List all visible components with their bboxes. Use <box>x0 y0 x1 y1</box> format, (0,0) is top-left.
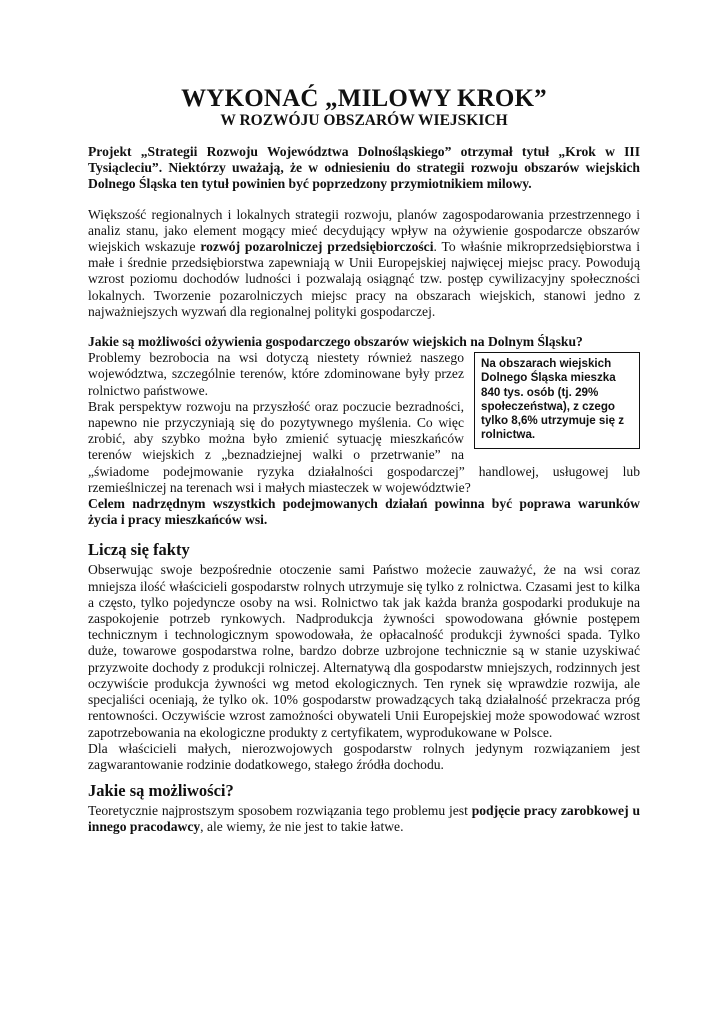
possibilities-paragraph <box>88 803 640 835</box>
intro-paragraph <box>88 207 640 320</box>
section-heading-facts: Liczą się fakty <box>88 540 190 560</box>
problem-paragraph-1: Problemy bezrobocia na wsi dotyczą niestety również naszego województwa, szczególnie terenów, które zdominowane były przez rolnictwo państwowe. <box>88 350 464 398</box>
document-subtitle: W ROZWÓJU OBSZARÓW WIEJSKICH <box>220 112 508 129</box>
intro-text-after: . To właśnie mikroprzedsiębiorstwa i małe i średnie przedsiębiorstwa zapewniają w Unii Europejskiej najwięcej miejsc pracy. Powodują wzrost poziomu dochodów ludności i pozwalają osiągnąć tzw. postęp cywilizacyjny społeczności lokalnych. Tworzenie pozarolniczych miejsc pracy na obszarach wiejskich, stanowi jedno z najważniejszych wyzwań dla regionalnej polityki gospodarczej. <box>88 239 640 319</box>
problem-paragraph-2: Brak perspektyw rozwoju na przyszłość oraz poczucie bezradności, napewno nie przyczyniają się do pozytywnego myślenia. Co więc zrobić, aby szybko można było zmienić sytuację mieszkańców terenów wiejskich z „beznadziejnej walki o przetrwanie” na „świadome podejmowanie ryzyka działalności gospodarczej” handlowej, usługowej lub rzemieślniczej na terenach wsi i małych miasteczek w województwie? <box>88 398 640 495</box>
possibilities-text-before: Teoretycznie najprostszym sposobem rozwiązania tego problemu jest <box>88 803 472 819</box>
intro-bold-phrase: rozwój pozarolniczej przedsiębiorczości <box>200 239 434 255</box>
document-page <box>88 86 640 836</box>
lead-paragraph: Projekt „Strategii Rozwoju Województwa Dolnośląskiego” otrzymał tytuł „Krok w III Tysiącleciu”. Niektórzy uważają, że w odniesieniu do strategii rozwoju obszarów wiejskich Dolnego Śląska ten tytuł powinien być poprzedzony przymiotnikiem milowy. <box>88 144 640 192</box>
info-box: Na obszarach wiejskich Dolnego Śląska mieszka 840 tys. osób (tj. 29% społeczeństwa), z czego tylko 8,6% utrzymuje się z rolnictwa. <box>474 352 640 449</box>
facts-paragraph-2: Dla właścicieli małych, nierozwojowych gospodarstw rolnych jedynym rozwiązaniem jest zagwarantowanie rodzinie dodatkowego, stałego źródła dochodu. <box>88 740 640 772</box>
possibilities-text-after: , ale wiemy, że nie jest to takie łatwe. <box>200 819 404 835</box>
question-heading: Jakie są możliwości ożywienia gospodarczego obszarów wiejskich na Dolnym Śląsku? <box>88 334 583 350</box>
intro-text-before: Większość regionalnych i lokalnych strategii rozwoju, planów zagospodarowania przestrzennego i analiz stanu, jako element mogący mieć decydujący wpływ na ożywienie gospodarcze obszarów wiejskich wskazuje <box>88 206 640 255</box>
document-title: WYKONAĆ „MILOWY KROK” <box>181 85 547 112</box>
section-heading-possibilities: Jakie są możliwości? <box>88 781 234 801</box>
problem-section <box>88 350 640 496</box>
conclusion-paragraph: Celem nadrzędnym wszystkich podejmowanych działań powinna być poprawa warunków życia i pracy mieszkańców wsi. <box>88 496 640 528</box>
possibilities-bold-phrase: podjęcie pracy zarobkowej u innego pracodawcy <box>88 803 641 835</box>
facts-paragraph-1: Obserwując swoje bezpośrednie otoczenie sami Państwo możecie zauważyć, że na wsi coraz mniejsza ilość właścicieli gospodarstw rolnych utrzymuje się tylko z rolnictwa. Czasami jest to kilka a często, tylko pojedyncze osoby na wsi. Rolnictwo tak jak każda branża gospodarki produkuje na zaspokojenie potrzeb rynkowych. Nadprodukcja żywności spowodowana głównie postępem technicznym i technologicznym spowodowała, że opłacalność produkcji żywności spada. Tylko duże, towarowe gospodarstwa rolne, bardzo dobrze uzbrojone technicznie są w stanie uzyskiwać przyzwoite dochody z produkcji rolniczej. Alternatywą dla gospodarstw mniejszych, rodzinnych jest oczywiście produkcja żywności wg metod ekologicznych. Ten rynek się wprawdzie rozwija, ale specjaliści oceniają, że tylko ok. 10% gospodarstw prowadzących taką działalność przekracza próg rentowności. Oczywiście wzrost zamożności obywateli Unii Europejskiej może spowodować wzrost zapotrzebowania na ekologiczne produkty z certyfikatem, wyprodukowane w Polsce. <box>88 562 640 740</box>
